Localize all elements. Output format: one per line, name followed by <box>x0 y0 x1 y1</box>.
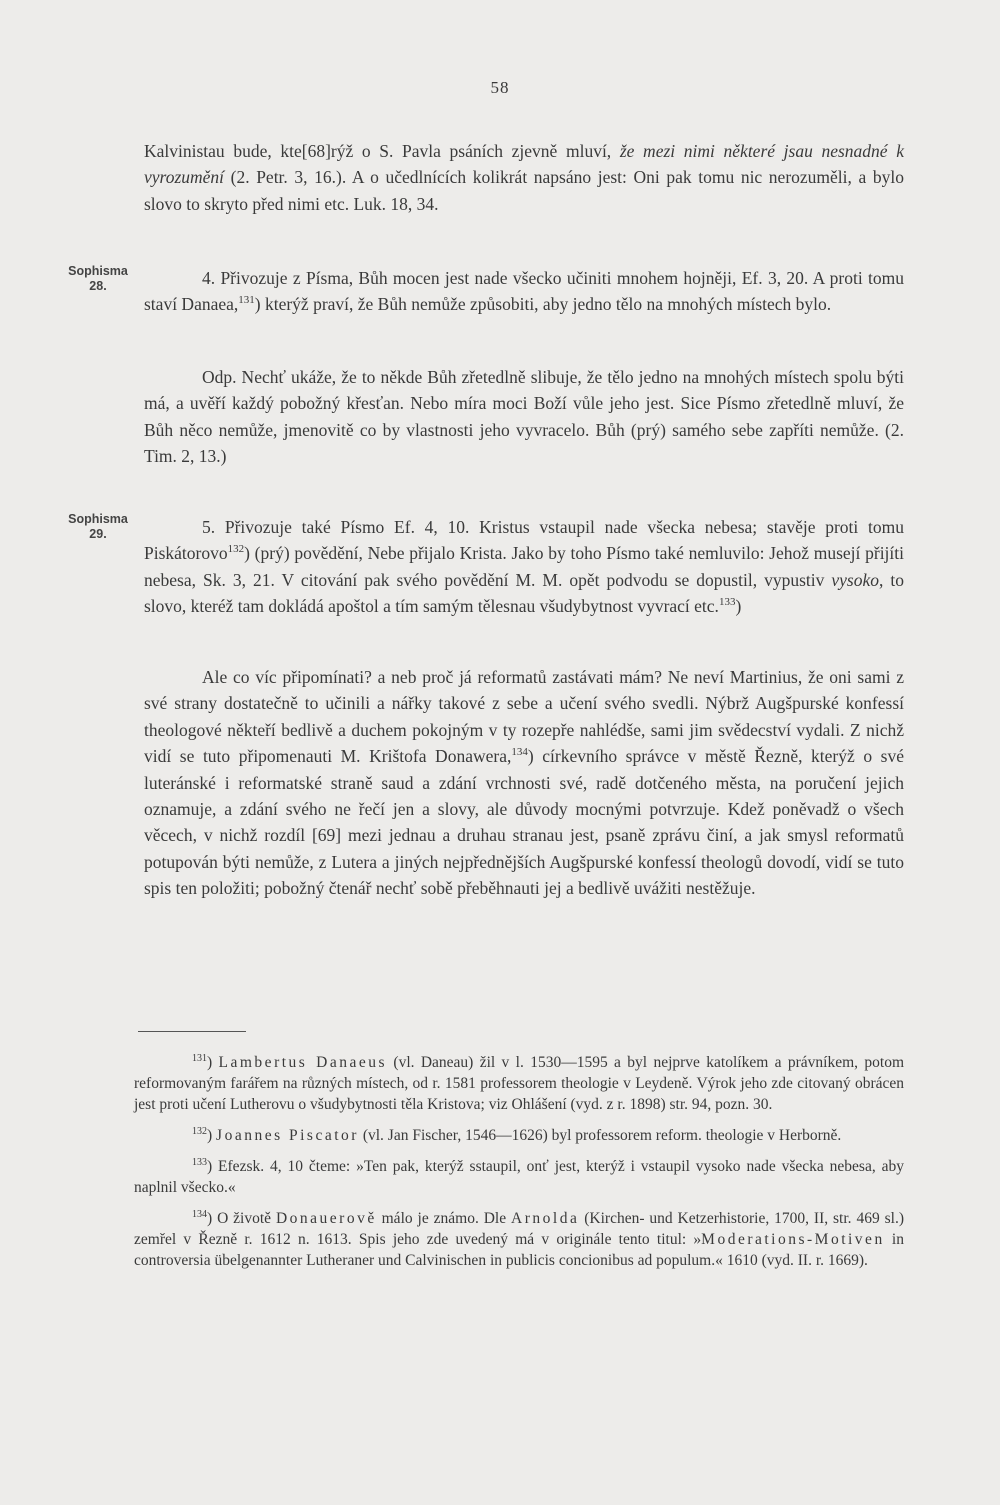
paragraph-5 <box>144 664 904 902</box>
text-run: ) <box>207 1054 219 1071</box>
footnote-mark: 132 <box>192 1126 207 1137</box>
spaced-name: Donauerově <box>275 1210 377 1227</box>
text-run: ) Efezsk. 4, 10 čteme: »Ten pak, kterýž sstaupil, onť jest, kterýž i vstaupil vysoko nade všecka nebesa, aby naplnil všecko.« <box>134 1158 904 1196</box>
margin-note-label: Sophisma <box>68 264 128 278</box>
footnote-131 <box>134 1052 904 1115</box>
body-text <box>144 514 904 620</box>
footnote-mark: 134 <box>192 1209 207 1220</box>
text-run: ) O životě <box>207 1210 276 1227</box>
footnote-134 <box>134 1208 904 1271</box>
page-number: 58 <box>490 78 510 97</box>
body-text <box>144 664 904 902</box>
footnote-mark: 131 <box>192 1053 207 1064</box>
text-run: 4. Přivozuje z Písma, Bůh mocen jest nade všecko učiniti mnohem hojněji, Ef. 3, 20. A proti tomu staví Danaea, <box>144 268 904 315</box>
italic-quote: že mezi nimi některé jsau nesnadné k vyrozumění <box>144 141 904 188</box>
margin-note-label: Sophisma <box>68 512 128 526</box>
footnote-mark: 133 <box>192 1157 207 1168</box>
margin-note-number: 28. <box>89 279 107 293</box>
text-run: ) <box>735 596 742 617</box>
footnote-133 <box>134 1156 904 1198</box>
text-run: Kalvinistau bude, kte[68]rýž o S. Pavla psáních zjevně mluví, <box>144 141 620 161</box>
footnote-132 <box>134 1125 904 1146</box>
text-run: in controversia übelgenannter Lutheraner und Calvinischen in publicis concionibus ad populum.« 1610 (vyd. II. r. 1669). <box>134 1231 904 1269</box>
italic-word: vysoko <box>831 569 879 590</box>
text-run: ) <box>207 1127 217 1144</box>
spaced-title: Moderations-Motiven <box>701 1231 885 1248</box>
spaced-name: Lambertus Danaeus <box>218 1054 388 1071</box>
footnote-divider <box>138 1031 246 1032</box>
text-run: (vl. Jan Fischer, 1546—1626) byl professorem reform. theologie v Herborně. <box>358 1127 842 1144</box>
text-run: , to slovo, kteréž tam dokládá apoštol a tím samým tělesnau všudybytnost vyvrací etc. <box>144 569 904 617</box>
body-text <box>144 364 904 470</box>
margin-note-sophisma-29 <box>58 512 138 542</box>
margin-note-number: 29. <box>89 527 107 541</box>
text-run: Ale co víc připomínati? a neb proč já reformatů zastávati mám? Ne neví Martinius, že oni sami z své strany dostatečně to učinili a nářky takové z sebe a učení svého svedli. Nýbrž Augšpurské konfessí theologové někteří bedlivě a duchem pokojným v ty rozepře nahlédše, sami jim svědecství vydali. Z nichž vidí se tuto připomenauti M. Krištofa Donawera, <box>144 667 904 767</box>
paragraph-2 <box>144 265 904 318</box>
text-run: málo je známo. Dle <box>376 1210 512 1227</box>
spaced-name: Joannes Piscator <box>216 1127 359 1144</box>
footnotes <box>134 1052 904 1281</box>
text-run: 5. Přivozuje také Písmo Ef. 4, 10. Kristus vstaupil nade všecka nebesa; stavěje proti tomu Piskátorovo <box>144 517 904 564</box>
text-run: (vl. Daneau) žil v l. 1530—1595 a byl nejprve katolíkem a právníkem, potom reformovaným farářem na různých místech, od r. 1581 professorem theologie v Leydeně. Výrok jeho zde citovaný obrácen jest proti učení Lutherovu o všudybytnosti těla Kristova; viz Ohlášení (vyd. z r. 1898) str. 94, pozn. 30. <box>134 1054 905 1113</box>
margin-note-sophisma-28 <box>58 264 138 294</box>
text-run: ) církevního správce v městě Řezně, kterýž o své luteránské i reformatské straně saud a zdání vrchnosti své, radě dotčeného města, na poručení jejich oznamuje, a zdání svého ne řečí jen a slovy, ale důvody mocnými potvrzuje. Kdež poněvadž o všech věcech, v nichž rozdíl [69] mezi jednau a druhau stranau jest, psaně zprávu činí, a jak smysl reformatů potupován býti nemůže, z Lutera a jiných nejpřednějších Augšpurské konfessí theologů dovodí, vidí se tuto spis ten položiti; pobožný čtenář nechť sobě přeběhnauti jej a bedlivě uvážiti nestěžuje. <box>144 746 904 899</box>
footnote-ref: 131 <box>238 294 255 307</box>
footnote-ref: 132 <box>227 543 245 556</box>
body-text <box>144 138 904 217</box>
paragraph-3: Odp. Nechť ukáže, že to někde Bůh zřetedlně slibuje, že tělo jedno na mnohých místech spolu býti má, a uvěří každý pobožný křesťan. Nebo míra moci Boží vůle jeho jest. Sice Písmo zřetedlně mluví, že Bůh něco nemůže, jmenovitě co by vlastnosti jeho vyvracelo. Bůh (prý) samého sebe zapříti nemůže. (2. Tim. 2, 13.) <box>144 367 904 467</box>
text-run: (Kirchen- und Ketzerhistorie, 1700, II, str. 469 sl.) zemřel v Řezně r. 1612 n. 1613. Spis jeho zde uvedený má v originále tento titul: » <box>134 1210 904 1248</box>
text-run: ) (prý) povědění, Nebe přijalo Krista. Jako by toho Písmo také nemluvilo: Jehož musejí přijíti nebesa, Sk. 3, 21. V citování pak svého povědění M. M. opět podvodu se dopustil, vypustiv <box>144 543 904 590</box>
body-text <box>144 265 904 318</box>
spaced-name: Arnolda <box>511 1210 580 1227</box>
footnote-ref: 133 <box>718 596 736 609</box>
text-run: ) kterýž praví, že Bůh nemůže způsobiti, aby jedno tělo na mnohých místech bylo. <box>254 294 832 315</box>
paragraph-1 <box>144 138 904 217</box>
paragraph-4 <box>144 514 904 620</box>
footnote-ref: 134 <box>511 746 528 759</box>
text-run: (2. Petr. 3, 16.). A o učedlnících kolikrát napsáno jest: Oni pak tomu nic nerozuměli, a bylo slovo to skryto před nimi etc. Luk. 18, 34. <box>144 167 904 214</box>
